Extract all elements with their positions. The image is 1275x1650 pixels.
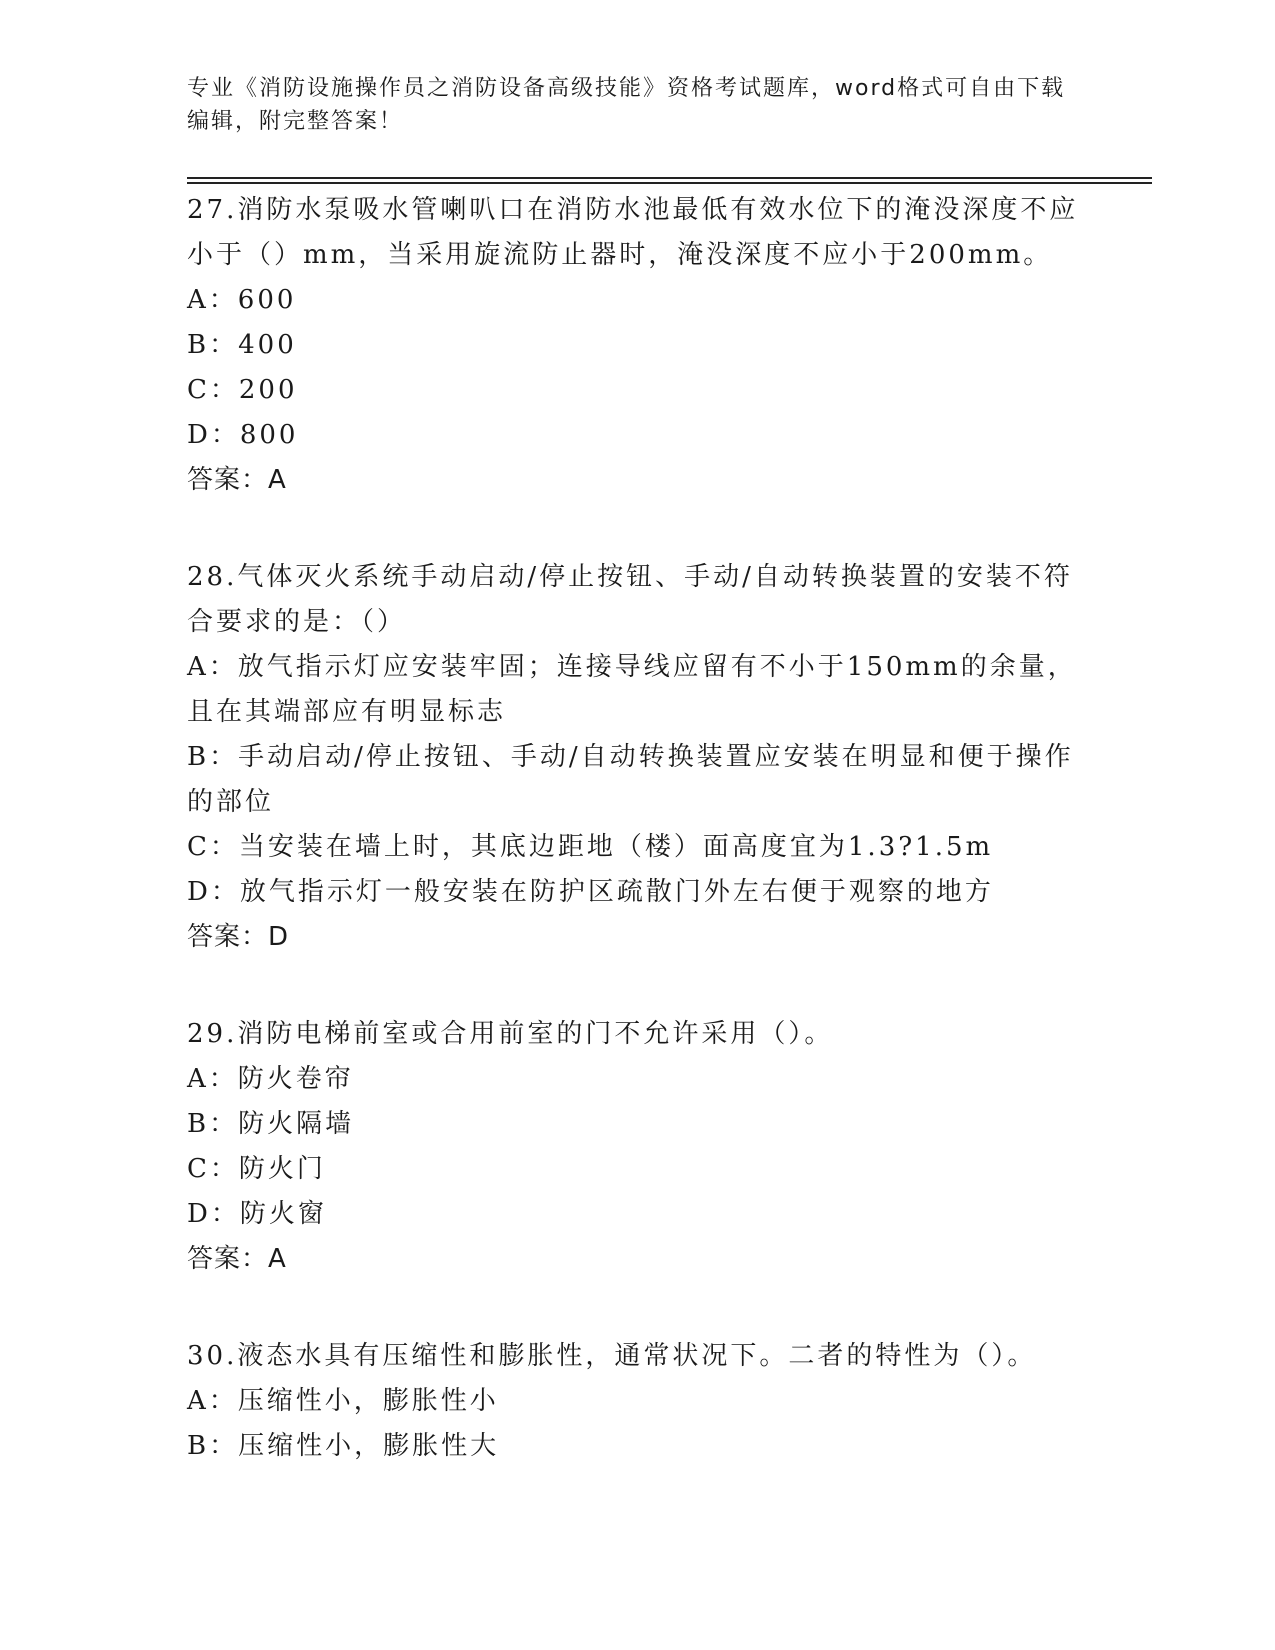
option-c: C：当安装在墙上时，其底边距地（楼）面高度宜为1.3?1.5m [187,832,994,862]
option-b: B：压缩性小，膨胀性大 [187,1431,500,1461]
question-27 [187,188,1087,503]
question-30 [187,1334,1087,1469]
option-d: D：防火窗 [187,1199,327,1229]
option-b: B：手动启动/停止按钮、手动/自动转换装置应安装在明显和便于操作的部位 [187,742,1074,817]
answer-line: 答案：A [187,1244,287,1274]
header-divider-top [187,177,1152,179]
header-divider-bottom [187,182,1152,184]
option-d: D：800 [187,420,299,450]
question-28 [187,555,1087,960]
option-c: C：防火门 [187,1154,326,1184]
answer-line: 答案：D [187,922,290,952]
option-b: B：防火隔墙 [187,1109,355,1139]
document-header: 专业《消防设施操作员之消防设备高级技能》资格考试题库，word格式可自由下载编辑，附完整答案！ [187,76,1066,134]
question-29 [187,1012,1087,1282]
question-stem: 27.消防水泵吸水管喇叭口在消防水池最低有效水位下的淹没深度不应小于（）mm，当采用旋流防止器时，淹没深度不应小于200mm。 [187,195,1079,270]
option-d: D：放气指示灯一般安装在防护区疏散门外左右便于观察的地方 [187,877,994,907]
option-b: B：400 [187,330,297,360]
option-a: A：600 [187,285,297,315]
question-stem: 29.消防电梯前室或合用前室的门不允许采用（）。 [187,1019,834,1049]
question-list [187,188,1087,1521]
question-stem: 30.液态水具有压缩性和膨胀性，通常状况下。二者的特性为（）。 [187,1341,1037,1371]
question-stem: 28.气体灭火系统手动启动/停止按钮、手动/自动转换装置的安装不符合要求的是：（） [187,562,1073,637]
option-a: A：防火卷帘 [187,1064,354,1094]
answer-line: 答案：A [187,465,287,495]
option-a: A：放气指示灯应安装牢固；连接导线应留有不小于150mm的余量，且在其端部应有明显标志 [187,652,1077,727]
option-a: A：压缩性小，膨胀性小 [187,1386,499,1416]
option-c: C：200 [187,375,298,405]
